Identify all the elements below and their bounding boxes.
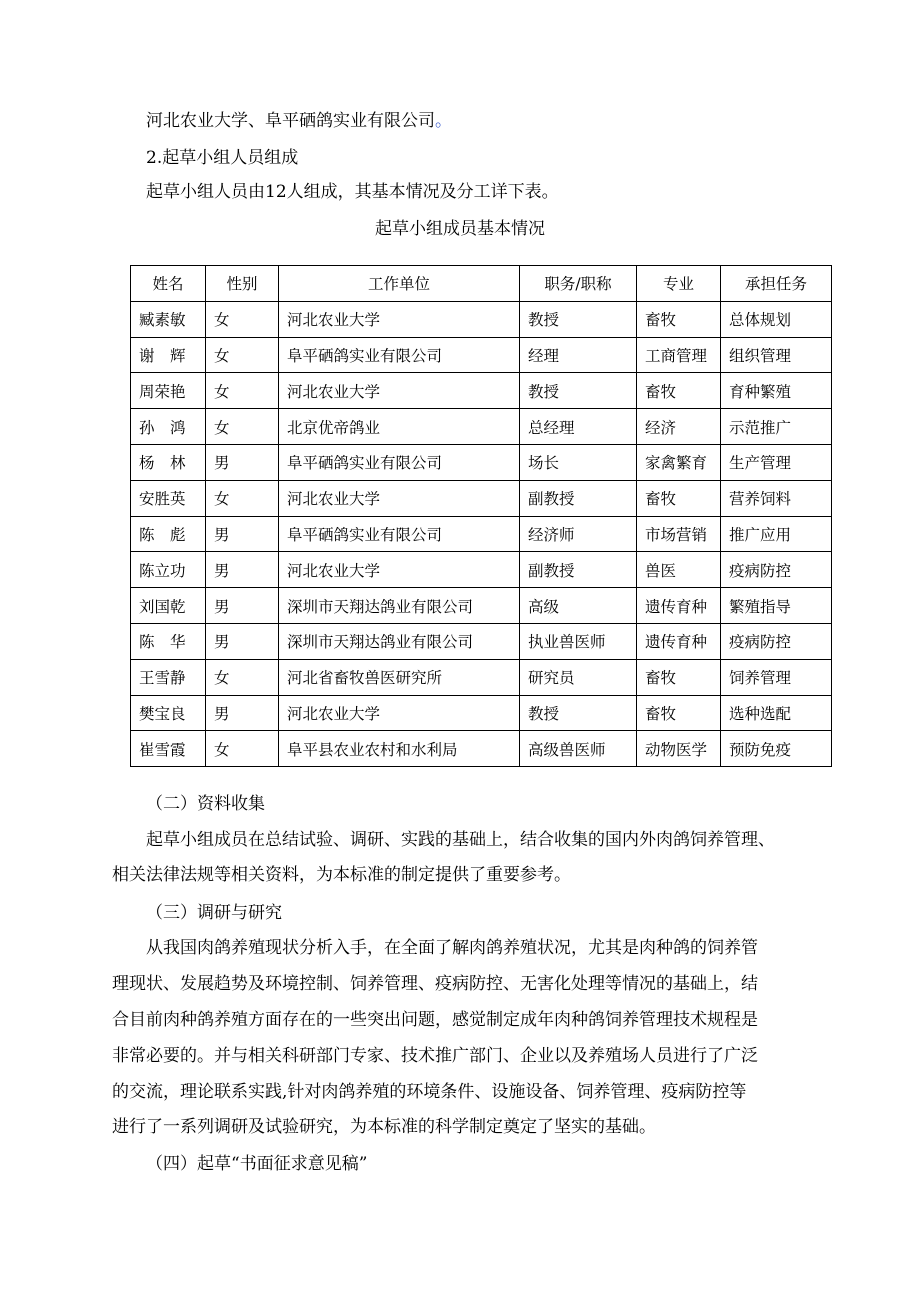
cell-name: 安胜英 [131, 480, 206, 516]
cell-gender: 男 [206, 552, 279, 588]
cell-task: 疫病防控 [721, 623, 832, 659]
cell-major: 动物医学 [637, 731, 721, 767]
section-c-line: 合目前肉种鸽养殖方面存在的一些突出问题，感觉制定成年肉种鸽饲养管理技术规程是 [112, 1010, 758, 1030]
cell-employer: 阜平硒鸽实业有限公司 [279, 337, 520, 373]
cell-name: 杨 林 [131, 444, 206, 480]
cell-title: 总经理 [520, 409, 637, 445]
cell-title: 执业兽医师 [520, 623, 637, 659]
cell-name: 王雪静 [131, 659, 206, 695]
cell-name: 臧素敏 [131, 301, 206, 337]
table-body [131, 301, 832, 766]
header-title: 职务/职称 [520, 266, 637, 302]
cell-name: 刘国乾 [131, 588, 206, 624]
cell-name: 陈 华 [131, 623, 206, 659]
cell-employer: 河北农业大学 [279, 695, 520, 731]
cell-task: 饲养管理 [721, 659, 832, 695]
cell-major: 畜牧 [637, 659, 721, 695]
table-row [131, 373, 832, 409]
header-name: 姓名 [131, 266, 206, 302]
cell-title: 教授 [520, 695, 637, 731]
cell-name: 崔雪霞 [131, 731, 206, 767]
section-b-line: 起草小组成员在总结试验、调研、实践的基础上，结合收集的国内外肉鸽饲养管理、 [146, 830, 775, 850]
cell-employer: 北京优帝鸽业 [279, 409, 520, 445]
table-row [131, 552, 832, 588]
cell-gender: 女 [206, 480, 279, 516]
section-2-heading: 2.起草小组人员组成 [146, 148, 299, 168]
cell-major: 遗传育种 [637, 623, 721, 659]
cell-title: 副教授 [520, 552, 637, 588]
cell-gender: 女 [206, 409, 279, 445]
cell-gender: 男 [206, 588, 279, 624]
cell-employer: 河北农业大学 [279, 552, 520, 588]
cell-name: 孙 鸿 [131, 409, 206, 445]
cell-task: 推广应用 [721, 516, 832, 552]
cell-task: 示范推广 [721, 409, 832, 445]
cell-title: 经理 [520, 337, 637, 373]
cell-task: 育种繁殖 [721, 373, 832, 409]
cell-task: 营养饲料 [721, 480, 832, 516]
cell-name: 周荣艳 [131, 373, 206, 409]
section-c-line: 理现状、发展趋势及环境控制、饲养管理、疫病防控、无害化处理等情况的基础上，结 [112, 974, 758, 994]
table-row [131, 301, 832, 337]
cell-employer: 河北省畜牧兽医研究所 [279, 659, 520, 695]
table-row [131, 516, 832, 552]
cell-title: 教授 [520, 373, 637, 409]
cell-task: 繁殖指导 [721, 588, 832, 624]
cell-title: 高级 [520, 588, 637, 624]
cell-employer: 河北农业大学 [279, 373, 520, 409]
section-c-line: 非常必要的。并与相关科研部门专家、技术推广部门、企业以及养殖场人员进行了广泛 [112, 1046, 758, 1066]
cell-gender: 女 [206, 731, 279, 767]
cell-employer: 深圳市天翔达鸽业有限公司 [279, 623, 520, 659]
cell-major: 工商管理 [637, 337, 721, 373]
cell-task: 组织管理 [721, 337, 832, 373]
cell-title: 教授 [520, 301, 637, 337]
section-b-heading: （二）资料收集 [146, 794, 265, 814]
table-row [131, 695, 832, 731]
cell-major: 畜牧 [637, 480, 721, 516]
cell-major: 畜牧 [637, 695, 721, 731]
cell-gender: 女 [206, 373, 279, 409]
header-employer: 工作单位 [279, 266, 520, 302]
cell-name: 陈 彪 [131, 516, 206, 552]
cell-major: 市场营销 [637, 516, 721, 552]
table-row [131, 659, 832, 695]
section-c-heading: （三）调研与研究 [146, 903, 282, 923]
cell-major: 畜牧 [637, 301, 721, 337]
section-d-heading: （四）起草“书面征求意见稿” [146, 1154, 368, 1174]
cell-major: 遗传育种 [637, 588, 721, 624]
header-task: 承担任务 [721, 266, 832, 302]
cell-title: 高级兽医师 [520, 731, 637, 767]
cell-title: 场长 [520, 444, 637, 480]
cell-employer: 阜平硒鸽实业有限公司 [279, 516, 520, 552]
cell-task: 疫病防控 [721, 552, 832, 588]
cell-task: 预防免疫 [721, 731, 832, 767]
cell-employer: 阜平县农业农村和水利局 [279, 731, 520, 767]
cell-gender: 男 [206, 695, 279, 731]
table-row [131, 444, 832, 480]
cell-title: 经济师 [520, 516, 637, 552]
cell-gender: 男 [206, 623, 279, 659]
cell-major: 畜牧 [637, 373, 721, 409]
members-table [130, 265, 832, 767]
table-row [131, 337, 832, 373]
cell-task: 生产管理 [721, 444, 832, 480]
intro-line [146, 110, 452, 132]
intro-punct: 。 [435, 111, 452, 131]
cell-name: 陈立功 [131, 552, 206, 588]
cell-gender: 男 [206, 444, 279, 480]
intro-text: 河北农业大学、阜平硒鸽实业有限公司 [146, 111, 435, 131]
cell-gender: 女 [206, 659, 279, 695]
table-caption: 起草小组成员基本情况 [375, 219, 545, 239]
section-2-text: 起草小组人员由12人组成，其基本情况及分工详下表。 [146, 182, 559, 202]
cell-major: 家禽繁育 [637, 444, 721, 480]
cell-employer: 阜平硒鸽实业有限公司 [279, 444, 520, 480]
section-c-line: 的交流，理论联系实践,针对肉鸽养殖的环境条件、设施设备、饲养管理、疫病防控等 [112, 1082, 747, 1102]
cell-name: 樊宝良 [131, 695, 206, 731]
section-b-line: 相关法律法规等相关资料，为本标准的制定提供了重要参考。 [112, 865, 571, 885]
cell-major: 经济 [637, 409, 721, 445]
cell-title: 研究员 [520, 659, 637, 695]
cell-employer: 河北农业大学 [279, 301, 520, 337]
cell-gender: 女 [206, 301, 279, 337]
cell-gender: 女 [206, 337, 279, 373]
table-row [131, 731, 832, 767]
table-row [131, 588, 832, 624]
table-row [131, 409, 832, 445]
table-row [131, 623, 832, 659]
cell-task: 选种选配 [721, 695, 832, 731]
header-gender: 性别 [206, 266, 279, 302]
section-c-line: 进行了一系列调研及试验研究，为本标准的科学制定奠定了坚实的基础。 [112, 1117, 656, 1137]
cell-major: 兽医 [637, 552, 721, 588]
cell-task: 总体规划 [721, 301, 832, 337]
cell-employer: 深圳市天翔达鸽业有限公司 [279, 588, 520, 624]
table-row [131, 480, 832, 516]
cell-gender: 男 [206, 516, 279, 552]
header-major: 专业 [637, 266, 721, 302]
cell-title: 副教授 [520, 480, 637, 516]
cell-employer: 河北农业大学 [279, 480, 520, 516]
cell-name: 谢 辉 [131, 337, 206, 373]
table-header-row [131, 266, 832, 302]
section-c-line: 从我国肉鸽养殖现状分析入手，在全面了解肉鸽养殖状况，尤其是肉种鸽的饲养管 [146, 938, 758, 958]
